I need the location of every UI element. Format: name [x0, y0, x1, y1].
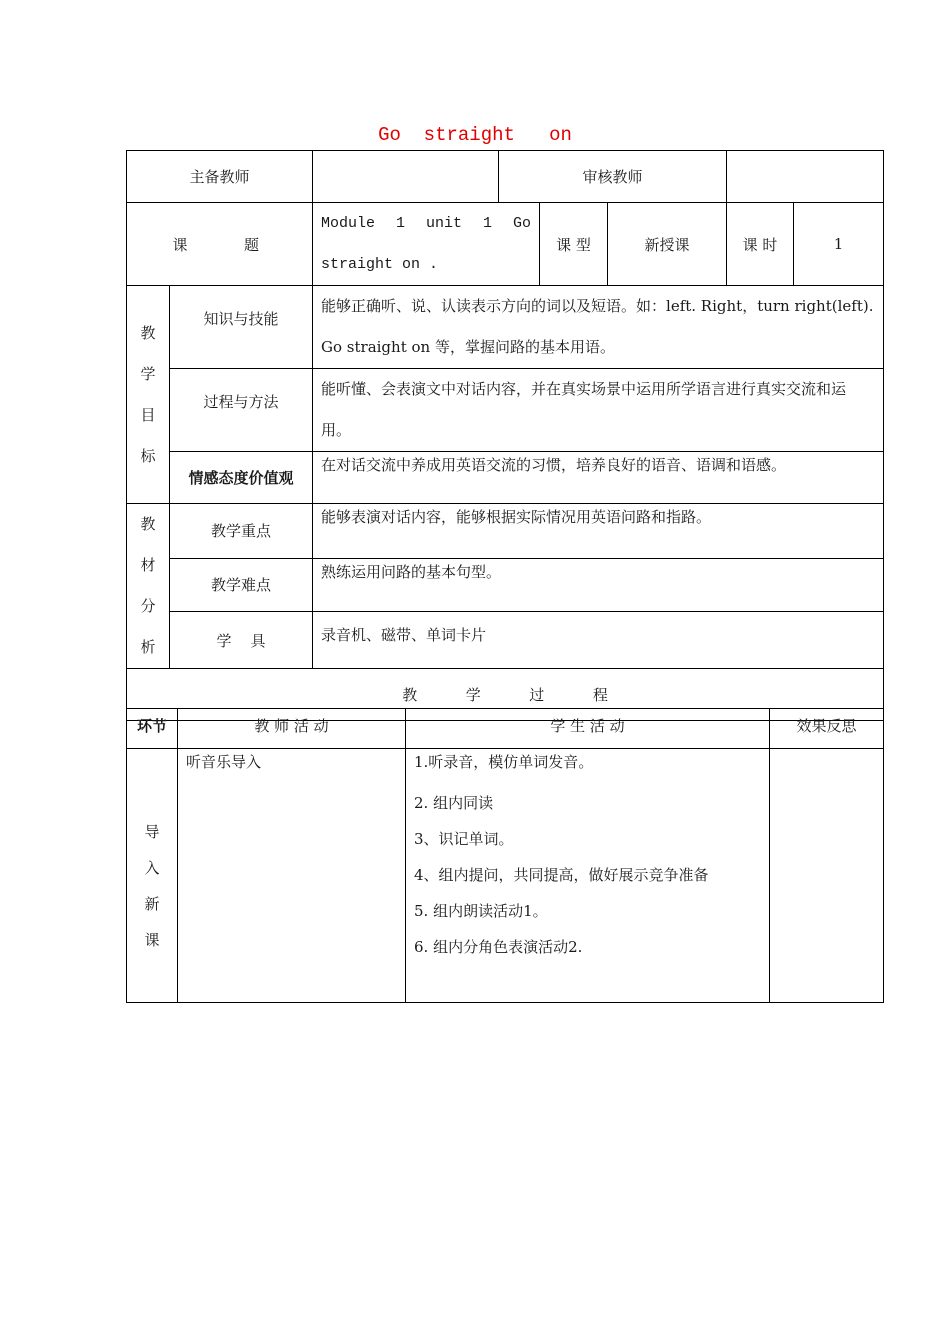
lesson-info-table	[126, 150, 884, 721]
topic-label: 课 题	[127, 203, 313, 286]
teacher-activity-cell: 听音乐导入	[178, 749, 406, 1003]
topic-word: Module	[321, 215, 376, 232]
list-item: 3、识记单词。	[414, 830, 514, 848]
list-item: 6. 组内分角色表演活动2.	[414, 938, 583, 956]
topic-value	[313, 203, 540, 286]
lesson-type-value: 新授课	[608, 203, 727, 286]
lesson-type-label: 课 型	[540, 203, 608, 286]
document-title: Go straight on	[378, 124, 572, 146]
reviewer-value[interactable]	[727, 151, 884, 203]
tools-text: 录音机、磁带、单词卡片	[313, 612, 884, 669]
list-item: 4、组内提问，共同提高，做好展示竞争准备	[414, 866, 709, 884]
analysis-group-label: 教 材 分 析	[127, 504, 170, 669]
col-teacher-header: 教 师 活 动	[178, 709, 406, 749]
topic-word: 1	[396, 215, 406, 232]
stage-cell: 导 入 新 课	[127, 749, 178, 1003]
key-point-text: 能够表演对话内容，能够根据实际情况用英语问路和指路。	[313, 504, 884, 559]
process-method-label: 过程与方法	[170, 369, 313, 452]
reflection-cell[interactable]	[770, 749, 884, 1003]
reviewer-label: 审核教师	[499, 151, 727, 203]
topic-word: unit	[425, 215, 462, 232]
process-section-title: 教 学 过 程	[127, 669, 884, 721]
list-item: 5. 组内朗读活动1。	[414, 902, 548, 920]
difficulty-label: 教学难点	[170, 558, 313, 612]
topic-word: Go	[512, 215, 531, 232]
tools-label: 学 具	[170, 612, 313, 669]
student-activity-cell	[406, 749, 770, 1003]
key-point-label: 教学重点	[170, 504, 313, 559]
col-reflection-header: 效果反思	[770, 709, 884, 749]
lesson-hours-label: 课 时	[727, 203, 794, 286]
knowledge-text: 能够正确听、说、认读表示方向的词以及短语。如：left. Right，turn right(left). Go straight on 等，掌握问路的基本用语。	[313, 286, 884, 369]
lead-teacher-label: 主备教师	[127, 151, 313, 203]
lesson-hours-value: 1	[794, 203, 884, 286]
lead-teacher-value[interactable]	[313, 151, 499, 203]
emotion-text: 在对话交流中养成用英语交流的习惯，培养良好的语音、语调和语感。	[313, 452, 884, 504]
col-stage-header: 环节	[127, 709, 178, 749]
topic-word: 1	[482, 215, 492, 232]
topic-value-line1	[321, 203, 531, 244]
list-item: 2. 组内同读	[414, 794, 494, 812]
knowledge-label: 知识与技能	[170, 286, 313, 369]
objectives-group-label: 教 学 目 标	[127, 286, 170, 504]
list-item: 1.听录音，模仿单词发音。	[414, 753, 594, 771]
difficulty-text: 熟练运用问路的基本句型。	[313, 558, 884, 612]
table-row	[127, 749, 884, 1003]
col-student-header: 学 生 活 动	[406, 709, 770, 749]
emotion-label: 情感态度价值观	[170, 452, 313, 504]
process-method-text: 能听懂、会表演文中对话内容，并在真实场景中运用所学语言进行真实交流和运用。	[313, 369, 884, 452]
topic-value-line2: straight on .	[321, 256, 439, 273]
process-table	[126, 708, 884, 1003]
